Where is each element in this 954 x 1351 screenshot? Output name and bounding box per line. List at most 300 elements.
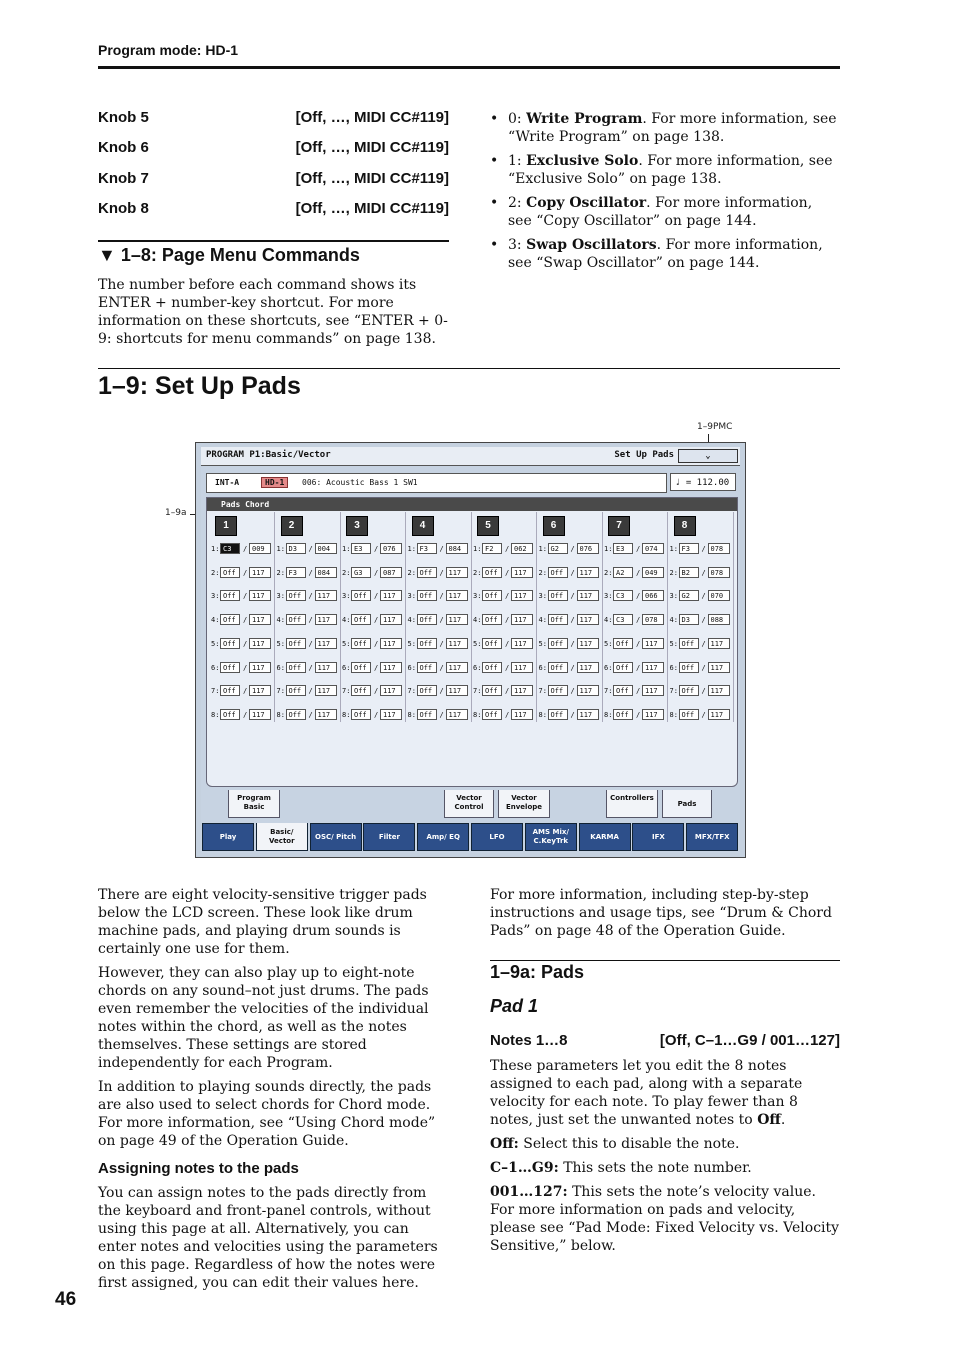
notes-param-row [490, 1032, 840, 1049]
note-index: 6: [669, 663, 678, 672]
separator: / [636, 616, 641, 625]
pad-button[interactable]: 2 [281, 516, 303, 536]
separator: / [439, 687, 444, 696]
note-value-field[interactable]: F3 [417, 543, 437, 554]
note-index: 2: [538, 568, 547, 577]
page-menu-button[interactable] [678, 449, 738, 463]
note-value-field[interactable]: Off [482, 709, 502, 720]
note-index: 4: [342, 616, 351, 625]
header-rule [98, 66, 840, 69]
velocity-field[interactable]: 066 [642, 590, 664, 601]
note-index: 5: [604, 639, 613, 648]
separator: / [439, 663, 444, 672]
separator: / [505, 616, 510, 625]
param-range: [Off, C–1…G9 / 001…127] [659, 1032, 840, 1049]
knob-range: [Off, …, MIDI CC#119] [295, 170, 449, 187]
note-index: 5: [407, 639, 416, 648]
velocity-field[interactable]: 117 [315, 590, 337, 601]
note-index: 2: [211, 568, 220, 577]
body-paragraph: In addition to playing sounds directly, the pads are also used to select chords for Chord mode. For more information, see “Using Chord mode” on page 49 of the Operation Guide. [98, 1079, 436, 1149]
note-value-field[interactable]: Off [679, 685, 699, 696]
callout-pmc: 1–9PMC [697, 422, 733, 432]
pad-column [275, 512, 341, 722]
velocity-field[interactable]: 117 [249, 685, 271, 696]
note-value-field[interactable]: D3 [679, 614, 699, 625]
note-value-field[interactable]: Off [548, 662, 568, 673]
velocity-field[interactable]: 117 [708, 662, 730, 673]
note-value-field[interactable]: F3 [679, 543, 699, 554]
separator: / [374, 545, 379, 553]
list-item: • 1: Exclusive Solo. For more information, see “Exclusive Solo” on page 138. [490, 152, 840, 188]
upper-tab-row [206, 790, 736, 820]
separator: / [505, 663, 510, 672]
lcd-display [201, 447, 740, 853]
velocity-field[interactable]: 084 [315, 567, 337, 578]
note-value-field[interactable]: Off [482, 567, 502, 578]
separator: / [308, 710, 313, 719]
note-index: 5: [211, 639, 220, 648]
note-value-field[interactable]: Off [220, 709, 240, 720]
body-paragraph: These parameters let you edit the 8 notes assigned to each pad, along with a separate velocity for each note. To play fewer than 8 notes, just set the unwanted notes to Off. [490, 1058, 803, 1128]
note-value-field[interactable]: Off [548, 685, 568, 696]
note-index: 4: [669, 616, 678, 625]
left-column [98, 886, 450, 1292]
velocity-field[interactable]: 117 [511, 662, 533, 673]
velocity-field[interactable]: 078 [708, 543, 730, 554]
velocity-field[interactable]: 117 [315, 685, 337, 696]
separator: / [439, 568, 444, 577]
note-index: 5: [342, 639, 351, 648]
separator: / [308, 545, 313, 553]
list-item: • 0: Write Program. For more information, see “Write Program” on page 138. [490, 110, 840, 146]
velocity-field[interactable]: 117 [315, 662, 337, 673]
separator: / [243, 568, 248, 577]
list-item: • 3: Swap Oscillators. For more information, see “Swap Oscillator” on page 144. [490, 236, 840, 272]
note-index: 8: [342, 710, 351, 719]
note-value-field[interactable]: Off [351, 638, 371, 649]
separator: / [505, 639, 510, 648]
note-index: 6: [604, 663, 613, 672]
separator: / [374, 710, 379, 719]
velocity-field[interactable]: 117 [577, 685, 599, 696]
separator: / [505, 710, 510, 719]
separator: / [570, 568, 575, 577]
velocity-field[interactable]: 070 [708, 590, 730, 601]
note-index: 3: [211, 592, 220, 601]
separator: / [308, 687, 313, 696]
knob-param-row [98, 109, 449, 126]
list-item: • 2: Copy Oscillator. For more information, see “Copy Oscillator” on page 144. [490, 194, 840, 230]
knob-param-row [98, 200, 449, 217]
section-title: 1–9: Set Up Pads [98, 372, 301, 400]
note-index: 3: [538, 592, 547, 601]
note-value-field[interactable]: Off [417, 638, 437, 649]
lower-tab[interactable]: OSC/ Pitch [310, 823, 362, 851]
note-index: 4: [407, 616, 416, 625]
velocity-field[interactable]: 074 [642, 543, 664, 554]
note-index: 1: [669, 545, 678, 553]
body-paragraph: C–1…G9: This sets the note number. [490, 1160, 752, 1176]
note-value-field[interactable]: Off [220, 638, 240, 649]
note-index: 7: [276, 687, 285, 696]
separator: / [308, 639, 313, 648]
knob-param-row [98, 139, 449, 156]
separator: / [243, 663, 248, 672]
note-value-field[interactable]: Off [220, 685, 240, 696]
velocity-field[interactable]: 117 [511, 567, 533, 578]
separator: / [701, 687, 706, 696]
note-value-field[interactable]: Off [482, 614, 502, 625]
page-number: 46 [55, 1289, 77, 1310]
tempo-field[interactable]: ♩ = 112.00 [670, 473, 736, 491]
note-index: 5: [669, 639, 678, 648]
velocity-field[interactable]: 076 [577, 543, 599, 554]
body-paragraph: For more information, including step-by-step instructions and usage tips, see “Drum & Chord Pads” on page 48 of the Operation Guide. [490, 887, 832, 939]
pad-column [340, 512, 406, 722]
velocity-field[interactable]: 117 [380, 638, 402, 649]
velocity-field[interactable]: 117 [642, 709, 664, 720]
note-index: 8: [473, 710, 482, 719]
lower-tab[interactable]: Filter [363, 823, 415, 851]
note-index: 6: [473, 663, 482, 672]
note-value-field[interactable]: Off [286, 685, 306, 696]
separator: / [374, 663, 379, 672]
note-value-field[interactable]: A2 [613, 567, 633, 578]
separator: / [636, 663, 641, 672]
pads-panel [206, 497, 738, 787]
note-value-field[interactable]: Off [286, 709, 306, 720]
page-menu-list [490, 110, 840, 278]
separator: / [570, 616, 575, 625]
velocity-field[interactable]: 117 [642, 662, 664, 673]
velocity-field[interactable]: 117 [315, 638, 337, 649]
note-index: 8: [669, 710, 678, 719]
velocity-field[interactable]: 078 [708, 567, 730, 578]
knob-name: Knob 5 [98, 109, 149, 126]
note-value-field[interactable]: G3 [351, 567, 371, 578]
note-index: 1: [473, 545, 482, 553]
velocity-field[interactable]: 117 [446, 567, 468, 578]
note-value-field[interactable]: C3 [613, 614, 633, 625]
note-value-field[interactable]: F2 [482, 543, 502, 554]
note-value-field[interactable]: Off [613, 638, 633, 649]
velocity-field[interactable]: 117 [380, 614, 402, 625]
note-index: 1: [407, 545, 416, 553]
note-value-field[interactable]: Off [351, 662, 371, 673]
velocity-field[interactable]: 117 [249, 638, 271, 649]
note-index: 6: [407, 663, 416, 672]
velocity-field[interactable]: 117 [446, 662, 468, 673]
velocity-field[interactable]: 076 [380, 543, 402, 554]
pad-button[interactable]: 8 [674, 516, 696, 536]
note-index: 3: [669, 592, 678, 601]
pads-heading: 1–9a: Pads [490, 962, 585, 982]
velocity-field[interactable]: 117 [577, 567, 599, 578]
pad-column [602, 512, 668, 722]
velocity-field[interactable]: 117 [249, 590, 271, 601]
separator: / [636, 592, 641, 601]
velocity-field[interactable]: 062 [511, 543, 533, 554]
note-value-field[interactable]: Off [548, 614, 568, 625]
lower-tab[interactable]: LFO [471, 823, 523, 851]
separator: / [570, 687, 575, 696]
knob-name: Knob 6 [98, 139, 149, 156]
note-value-field[interactable]: Off [548, 590, 568, 601]
separator: / [570, 639, 575, 648]
lcd-screen [195, 442, 746, 858]
page-menu-heading: ▼ 1–8: Page Menu Commands [98, 245, 360, 265]
velocity-field[interactable]: 117 [511, 614, 533, 625]
note-index: 5: [276, 639, 285, 648]
separator: / [439, 710, 444, 719]
note-value-field[interactable]: Off [286, 662, 306, 673]
note-value-field[interactable]: Off [417, 709, 437, 720]
pad-button[interactable]: 5 [477, 516, 499, 536]
note-value-field[interactable]: Off [220, 590, 240, 601]
separator: / [374, 687, 379, 696]
note-value-field[interactable]: Off [482, 685, 502, 696]
note-index: 8: [407, 710, 416, 719]
knob-param-row [98, 170, 449, 187]
upper-tab[interactable]: Pads [662, 790, 712, 818]
note-value-field[interactable]: Off [679, 709, 699, 720]
note-value-field[interactable]: Off [220, 567, 240, 578]
program-name: 006: Acoustic Bass 1 SW1 [302, 478, 418, 487]
velocity-field[interactable]: 117 [380, 590, 402, 601]
note-value-field[interactable]: E3 [351, 543, 371, 554]
separator: / [701, 568, 706, 577]
subsection-rule [490, 960, 840, 961]
note-index: 2: [669, 568, 678, 577]
separator: / [701, 616, 706, 625]
lower-tab[interactable]: Basic/ Vector [256, 823, 308, 851]
note-index: 8: [211, 710, 220, 719]
velocity-field[interactable]: 117 [708, 638, 730, 649]
pad-button[interactable]: 6 [543, 516, 565, 536]
velocity-field[interactable]: 117 [380, 709, 402, 720]
pad-button[interactable]: 1 [215, 516, 237, 536]
note-value-field[interactable]: Off [417, 685, 437, 696]
note-value-field[interactable]: Off [417, 590, 437, 601]
separator: / [243, 687, 248, 696]
section-rule [98, 240, 449, 242]
note-index: 5: [473, 639, 482, 648]
velocity-field[interactable]: 117 [511, 638, 533, 649]
note-value-field[interactable]: Off [613, 662, 633, 673]
note-value-field[interactable]: Off [417, 614, 437, 625]
velocity-field[interactable]: 117 [511, 685, 533, 696]
lower-tab[interactable]: AMS Mix/ C.KeyTrk [525, 823, 577, 851]
separator: / [701, 639, 706, 648]
note-value-field[interactable]: Off [679, 662, 699, 673]
lower-tab[interactable]: Play [202, 823, 254, 851]
note-value-field[interactable]: Off [613, 709, 633, 720]
note-value-field[interactable]: Off [548, 638, 568, 649]
note-value-field[interactable]: D3 [286, 543, 306, 554]
lcd-title-bar [201, 447, 740, 466]
note-index: 2: [407, 568, 416, 577]
body-paragraph: You can assign notes to the pads directly from the keyboard and front-panel controls, without using this page at all. Alternatively, you can enter notes and velocities using the parameters on this page. Regardless of how the notes were first assigned, you can edit their values here. [98, 1185, 438, 1291]
pad-button[interactable]: 4 [412, 516, 434, 536]
velocity-field[interactable]: 117 [577, 638, 599, 649]
knob-range: [Off, …, MIDI CC#119] [295, 109, 449, 126]
note-value-field[interactable]: Off [548, 709, 568, 720]
note-value-field[interactable]: Off [482, 662, 502, 673]
body-paragraph: There are eight velocity-sensitive trigger pads below the LCD screen. These look like drum machine pads, and playing drum sounds is certainly one use for them. [98, 887, 427, 957]
note-value-field[interactable]: Off [613, 685, 633, 696]
separator: / [701, 545, 706, 553]
separator: / [701, 710, 706, 719]
note-value-field[interactable]: Off [351, 709, 371, 720]
note-index: 4: [604, 616, 613, 625]
bank-label: INT-A [215, 478, 240, 487]
velocity-field[interactable]: 078 [642, 614, 664, 625]
note-index: 8: [276, 710, 285, 719]
velocity-field[interactable]: 117 [577, 662, 599, 673]
upper-tab[interactable]: Program Basic [228, 790, 280, 818]
note-index: 6: [342, 663, 351, 672]
separator: / [505, 568, 510, 577]
note-value-field[interactable]: Off [417, 567, 437, 578]
velocity-field[interactable]: 117 [577, 709, 599, 720]
separator: / [243, 592, 248, 601]
note-index: 2: [342, 568, 351, 577]
velocity-field[interactable]: 117 [642, 685, 664, 696]
pad-column [209, 512, 275, 722]
note-index: 7: [604, 687, 613, 696]
subsection-heading: Assigning notes to the pads [98, 1160, 299, 1177]
velocity-field[interactable]: 087 [380, 567, 402, 578]
velocity-field[interactable]: 117 [577, 614, 599, 625]
separator: / [374, 568, 379, 577]
note-value-field[interactable]: E3 [613, 543, 633, 554]
note-value-field[interactable]: Off [548, 567, 568, 578]
velocity-field[interactable]: 117 [642, 638, 664, 649]
separator: / [505, 687, 510, 696]
separator: / [570, 663, 575, 672]
note-value-field[interactable]: C3 [613, 590, 633, 601]
velocity-field[interactable]: 117 [249, 567, 271, 578]
velocity-field[interactable]: 088 [708, 614, 730, 625]
note-value-field[interactable]: Off [482, 638, 502, 649]
velocity-field[interactable]: 117 [446, 638, 468, 649]
note-index: 4: [211, 616, 220, 625]
note-index: 7: [669, 687, 678, 696]
note-value-field[interactable]: Off [286, 614, 306, 625]
param-name: Notes 1…8 [490, 1032, 568, 1049]
program-select-field[interactable] [206, 473, 667, 493]
velocity-field[interactable]: 117 [511, 709, 533, 720]
velocity-field[interactable]: 117 [708, 685, 730, 696]
note-index: 5: [538, 639, 547, 648]
lower-tab-row [201, 823, 740, 853]
velocity-field[interactable]: 004 [315, 543, 337, 554]
velocity-field[interactable]: 117 [708, 709, 730, 720]
note-value-field[interactable]: Off [351, 685, 371, 696]
velocity-field[interactable]: 117 [446, 685, 468, 696]
body-paragraph: However, they can also play up to eight-note chords on any sound–not just drums. The pads even remember the velocities of the individual notes within the chord, as well as the notes themselves. These settings are stored independently for each Program. [98, 965, 429, 1071]
upper-tab[interactable]: Vector Envelope [498, 790, 550, 818]
velocity-field[interactable]: 117 [446, 709, 468, 720]
note-value-field[interactable]: C3 [220, 543, 240, 554]
velocity-field[interactable]: 117 [446, 614, 468, 625]
note-value-field[interactable]: Off [286, 590, 306, 601]
velocity-field[interactable]: 117 [315, 614, 337, 625]
note-index: 3: [407, 592, 416, 601]
velocity-field[interactable]: 117 [249, 662, 271, 673]
note-value-field[interactable]: G2 [548, 543, 568, 554]
velocity-field[interactable]: 117 [249, 614, 271, 625]
note-index: 8: [604, 710, 613, 719]
separator: / [701, 592, 706, 601]
pad1-heading: Pad 1 [490, 996, 539, 1016]
note-value-field[interactable]: B2 [679, 567, 699, 578]
separator: / [308, 592, 313, 601]
page-menu-intro: The number before each command shows its ENTER + number-key shortcut. For more information on these shortcuts, see “ENTER + 0-9: shortcuts for menu commands” on page 138. [98, 277, 448, 347]
separator: / [439, 592, 444, 601]
lcd-page-name: Set Up Pads [614, 450, 674, 460]
note-value-field[interactable]: Off [286, 638, 306, 649]
upper-tab[interactable]: Controllers [606, 790, 658, 818]
upper-tab[interactable]: Vector Control [444, 790, 494, 818]
separator: / [636, 639, 641, 648]
note-value-field[interactable]: Off [482, 590, 502, 601]
note-value-field[interactable]: Off [351, 614, 371, 625]
velocity-field[interactable]: 117 [577, 590, 599, 601]
lower-tab[interactable]: Amp/ EQ [417, 823, 469, 851]
note-value-field[interactable]: G2 [679, 590, 699, 601]
pads-chord-header: Pads Chord [207, 498, 737, 511]
pad-button[interactable]: 7 [608, 516, 630, 536]
lower-tab[interactable]: MFX/TFX [686, 823, 738, 851]
running-head: Program mode: HD-1 [98, 42, 239, 58]
velocity-field[interactable]: 117 [315, 709, 337, 720]
separator: / [374, 639, 379, 648]
note-index: 6: [276, 663, 285, 672]
velocity-field[interactable]: 117 [380, 662, 402, 673]
note-index: 3: [342, 592, 351, 601]
separator: / [570, 710, 575, 719]
note-value-field[interactable]: Off [417, 662, 437, 673]
note-value-field[interactable]: Off [351, 590, 371, 601]
title-rule [98, 368, 840, 369]
lower-tab[interactable]: KARMA [579, 823, 631, 851]
note-value-field[interactable]: Off [679, 638, 699, 649]
pad-column [537, 512, 603, 722]
pad-button[interactable]: 3 [346, 516, 368, 536]
velocity-field[interactable]: 084 [446, 543, 468, 554]
note-value-field[interactable]: Off [220, 614, 240, 625]
velocity-field[interactable]: 117 [511, 590, 533, 601]
knob-name: Knob 8 [98, 200, 149, 217]
velocity-field[interactable]: 117 [249, 709, 271, 720]
note-index: 6: [538, 663, 547, 672]
pad-column [406, 512, 472, 722]
lower-tab[interactable]: IFX [632, 823, 684, 851]
velocity-field[interactable]: 009 [249, 543, 271, 554]
note-value-field[interactable]: Off [220, 662, 240, 673]
velocity-field[interactable]: 117 [380, 685, 402, 696]
note-index: 3: [604, 592, 613, 601]
note-index: 1: [604, 545, 613, 553]
velocity-field[interactable]: 049 [642, 567, 664, 578]
separator: / [374, 616, 379, 625]
body-paragraph: Off: Select this to disable the note. [490, 1136, 740, 1152]
separator: / [570, 592, 575, 601]
velocity-field[interactable]: 117 [446, 590, 468, 601]
note-value-field[interactable]: F3 [286, 567, 306, 578]
callout-9a: 1–9a [165, 508, 187, 518]
